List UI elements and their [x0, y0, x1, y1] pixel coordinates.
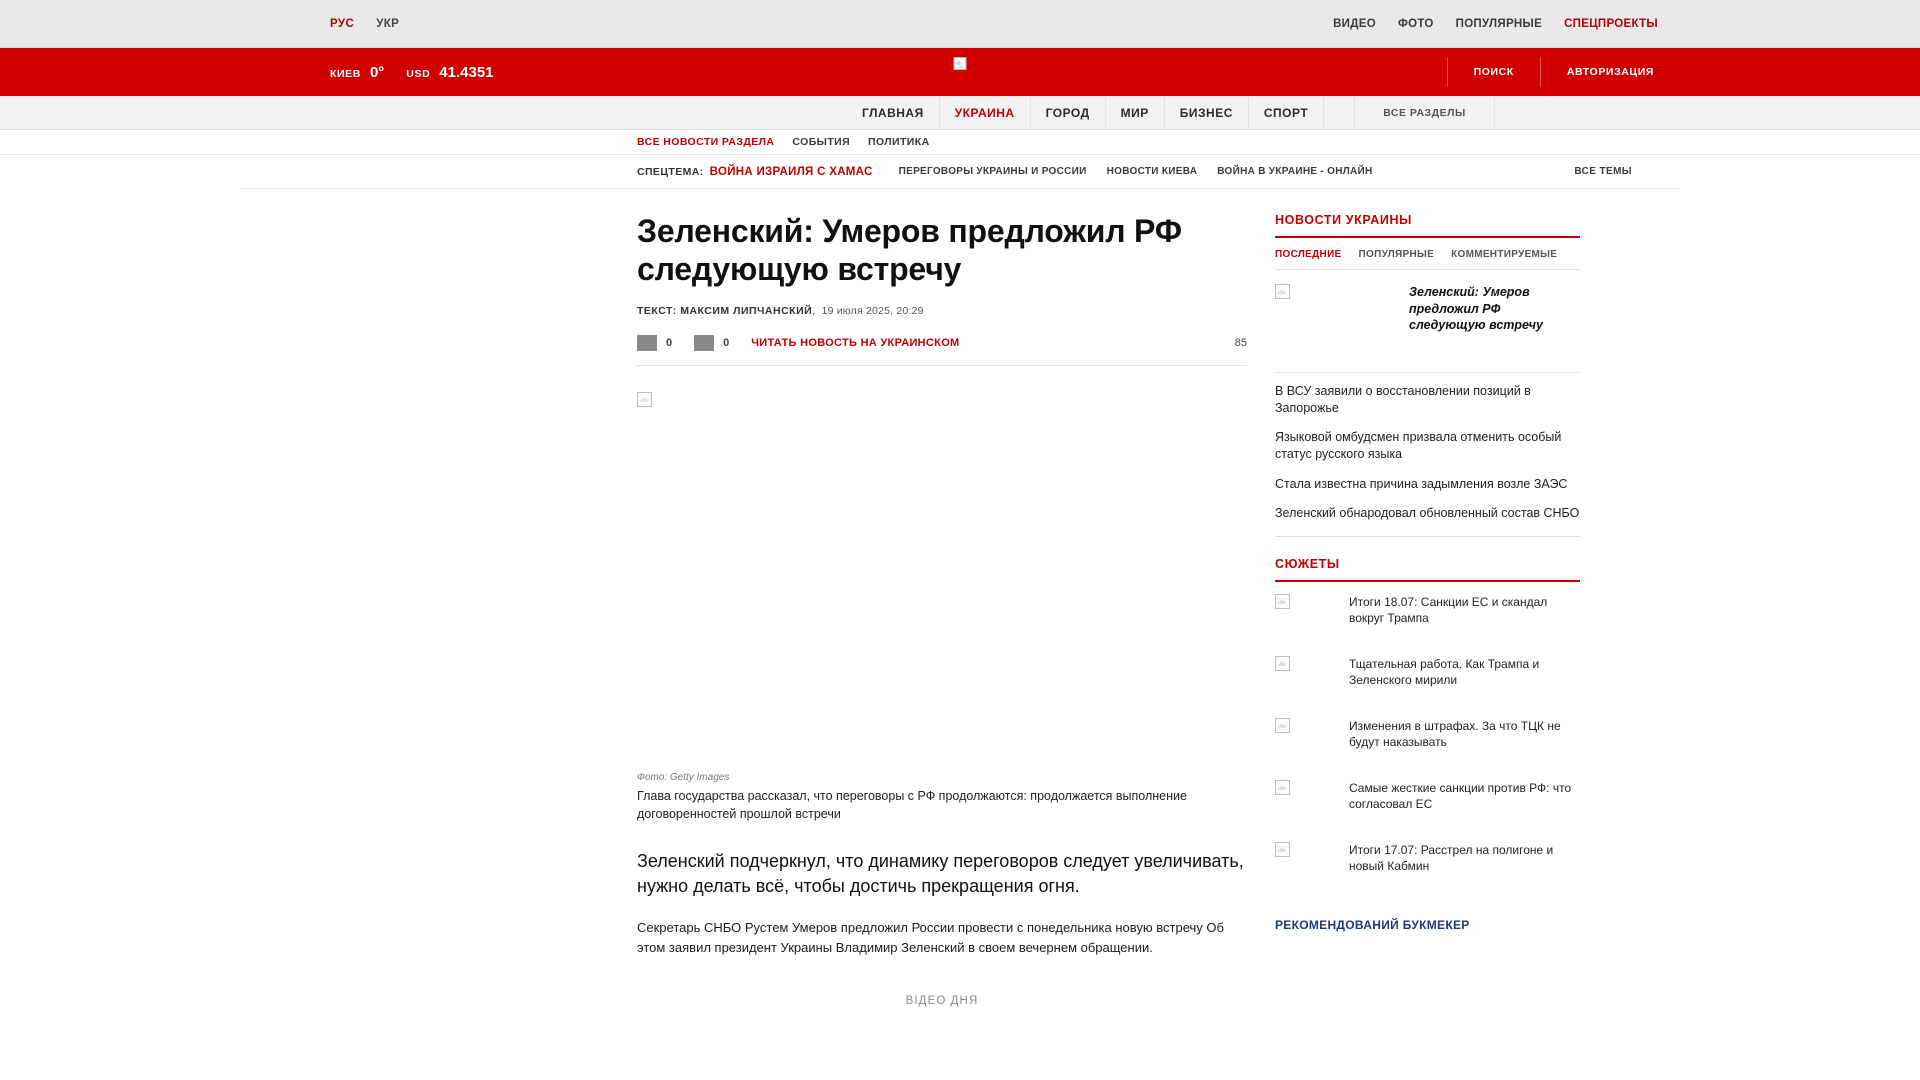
list-item[interactable]: Стала известна причина задымления возле ЗАЭС: [1275, 476, 1568, 491]
sidebar-plots-title: СЮЖЕТЫ: [1275, 557, 1580, 582]
list-item[interactable]: Зеленский обнародовал обновленный состав СНБО: [1275, 505, 1580, 520]
featured-thumbnail: [1275, 284, 1395, 354]
article-byline: [637, 305, 1247, 317]
sidebar-tabs: [1275, 238, 1580, 270]
list-item[interactable]: [1275, 768, 1580, 830]
subnav-item-politics[interactable]: ПОЛИТИКА: [868, 136, 930, 148]
special-topic-label: СПЕЦТЕМА:: [637, 165, 704, 178]
site-header: [0, 48, 1920, 96]
article-date: 19 июля 2025, 20:29: [821, 304, 924, 317]
nav-item-business[interactable]: БИЗНЕС: [1165, 96, 1249, 129]
special-topic-kyiv-news[interactable]: НОВОСТИ КИЕВА: [1106, 166, 1198, 177]
plot-thumbnail: [1275, 780, 1337, 818]
article-lead: Зеленский подчеркнул, что динамику переговоров следует увеличивать, нужно делать всё, чтобы достичь прекращения огня.: [637, 850, 1244, 897]
views-count: 85: [1234, 336, 1247, 349]
top-link-video[interactable]: ВИДЕО: [1333, 17, 1376, 30]
currency-value: 41.4351: [439, 63, 494, 81]
sidebar: [1275, 189, 1580, 1007]
section-subnav: [0, 130, 1920, 155]
article-author[interactable]: ТЕКСТ: МАКСИМ ЛИПЧАНСКИЙ: [637, 304, 813, 317]
top-link-popular[interactable]: ПОПУЛЯРНЫЕ: [1455, 17, 1543, 30]
broken-image-icon: [954, 57, 967, 70]
nav-item-all-sections[interactable]: ВСЕ РАЗДЕЛЫ: [1354, 96, 1495, 129]
sidebar-featured-item[interactable]: [1275, 270, 1580, 373]
auth-button[interactable]: АВТОРИЗАЦИЯ: [1540, 57, 1680, 87]
plot-thumbnail: [1275, 842, 1337, 880]
subnav-all-news[interactable]: ВСЕ НОВОСТИ РАЗДЕЛА: [637, 136, 775, 148]
weather-temp: 0°: [369, 63, 385, 81]
video-of-day-label: ВІДЕО ДНЯ: [905, 994, 979, 1007]
plot-thumbnail: [1275, 594, 1337, 632]
nav-item-sport[interactable]: СПОРТ: [1249, 96, 1324, 129]
special-topic-negotiations[interactable]: ПЕРЕГОВОРЫ УКРАИНЫ И РОССИИ: [898, 166, 1087, 177]
lang-ua[interactable]: УКР: [376, 17, 400, 30]
lang-ru[interactable]: РУС: [330, 17, 355, 30]
top-utility-bar: [0, 0, 1920, 48]
sidebar-news-title: НОВОСТИ УКРАИНЫ: [1275, 213, 1580, 238]
currency-widget[interactable]: [406, 64, 493, 81]
tab-popular[interactable]: ПОПУЛЯРНЫЕ: [1358, 249, 1435, 260]
content-area: [240, 189, 1680, 1007]
top-link-specprojects[interactable]: СПЕЦПРОЕКТЫ: [1564, 17, 1658, 30]
plot-title[interactable]: Изменения в штрафах. За что ТЦК не будут наказывать: [1349, 718, 1561, 749]
sidebar-news-list: [1275, 373, 1580, 522]
sidebar-divider: [1275, 536, 1580, 537]
byline-separator: ,: [812, 304, 822, 317]
list-item[interactable]: [1275, 706, 1580, 768]
plot-title[interactable]: Итоги 17.07: Расстрел на полигоне и новый Кабмин: [1349, 842, 1554, 873]
nav-item-world[interactable]: МИР: [1106, 96, 1165, 129]
article: [637, 189, 1247, 1007]
shares-count: 0: [723, 336, 730, 349]
photo-credit: Фото: Getty Images: [637, 771, 730, 783]
comments-count: 0: [666, 336, 673, 349]
weather-widget[interactable]: [330, 64, 384, 81]
special-topics-all[interactable]: ВСЕ ТЕМЫ: [1574, 166, 1632, 177]
article-hero-image: [637, 392, 1247, 772]
photo-caption: Глава государства рассказал, что переговоры с РФ продолжаются: продолжается выполнение договоренностей прошлой встречи: [637, 788, 1187, 821]
tab-commented[interactable]: КОММЕНТИРУЕМЫЕ: [1451, 249, 1558, 260]
special-topic-war-online[interactable]: ВОЙНА В УКРАИНЕ - ОНЛАЙН: [1217, 166, 1373, 177]
share-counter[interactable]: [694, 335, 729, 351]
article-paragraph-1: Секретарь СНБО Рустем Умеров предложил России провести с понедельника новую встречу Об этом заявил президент Украины Владимир Зеленский в своем вечернем обращении.: [637, 920, 1224, 956]
plot-title[interactable]: Итоги 18.07: Санкции ЕС и скандал вокруг Трампа: [1349, 594, 1548, 625]
subnav-item-events[interactable]: СОБЫТИЯ: [792, 136, 851, 148]
weather-city: КИЕВ: [330, 67, 361, 80]
list-item[interactable]: Языковой омбудсмен призвала отменить особый статус русского языка: [1275, 430, 1562, 462]
top-links: [1333, 18, 1658, 30]
search-button[interactable]: ПОИСК: [1447, 57, 1540, 87]
article-meta-row: [637, 335, 1247, 366]
site-logo[interactable]: [954, 56, 967, 70]
tab-latest[interactable]: ПОСЛЕДНИЕ: [1275, 249, 1342, 260]
nav-item-main[interactable]: ГЛАВНАЯ: [847, 96, 940, 129]
article-title: Зеленский: Умеров предложил РФ следующую встречу: [637, 213, 1182, 287]
special-topic-main[interactable]: ВОЙНА ИЗРАИЛЯ С ХАМАС: [709, 165, 873, 178]
plot-title[interactable]: Самые жесткие санкции против РФ: что согласовал ЕС: [1349, 780, 1572, 811]
plot-thumbnail: [1275, 718, 1337, 756]
list-item[interactable]: В ВСУ заявили о восстановлении позиций в Запорожье: [1275, 384, 1531, 416]
plot-thumbnail: [1275, 656, 1337, 694]
currency-code: USD: [406, 67, 431, 80]
language-switcher: [330, 18, 399, 30]
bookmaker-title: РЕКОМЕНДОВАНИЙ БУКМЕКЕР: [1275, 917, 1470, 932]
read-in-ukrainian-link[interactable]: ЧИТАТЬ НОВОСТЬ НА УКРАИНСКОМ: [751, 336, 960, 349]
list-item[interactable]: [1275, 644, 1580, 706]
list-item[interactable]: [1275, 830, 1580, 892]
nav-item-ukraine[interactable]: УКРАИНА: [940, 96, 1031, 129]
nav-spacer: [240, 96, 847, 129]
comments-counter[interactable]: [637, 335, 672, 351]
plot-title[interactable]: Тщательная работа. Как Трампа и Зеленского мирили: [1349, 656, 1540, 687]
top-link-photo[interactable]: ФОТО: [1397, 17, 1434, 30]
list-item[interactable]: [1275, 582, 1580, 644]
special-topics-bar: [240, 155, 1680, 189]
share-icon: [694, 335, 714, 351]
comment-icon: [637, 335, 657, 351]
main-nav: [0, 96, 1920, 130]
nav-item-city[interactable]: ГОРОД: [1031, 96, 1106, 129]
featured-title[interactable]: Зеленский: Умеров предложил РФ следующую встречу: [1409, 285, 1543, 332]
